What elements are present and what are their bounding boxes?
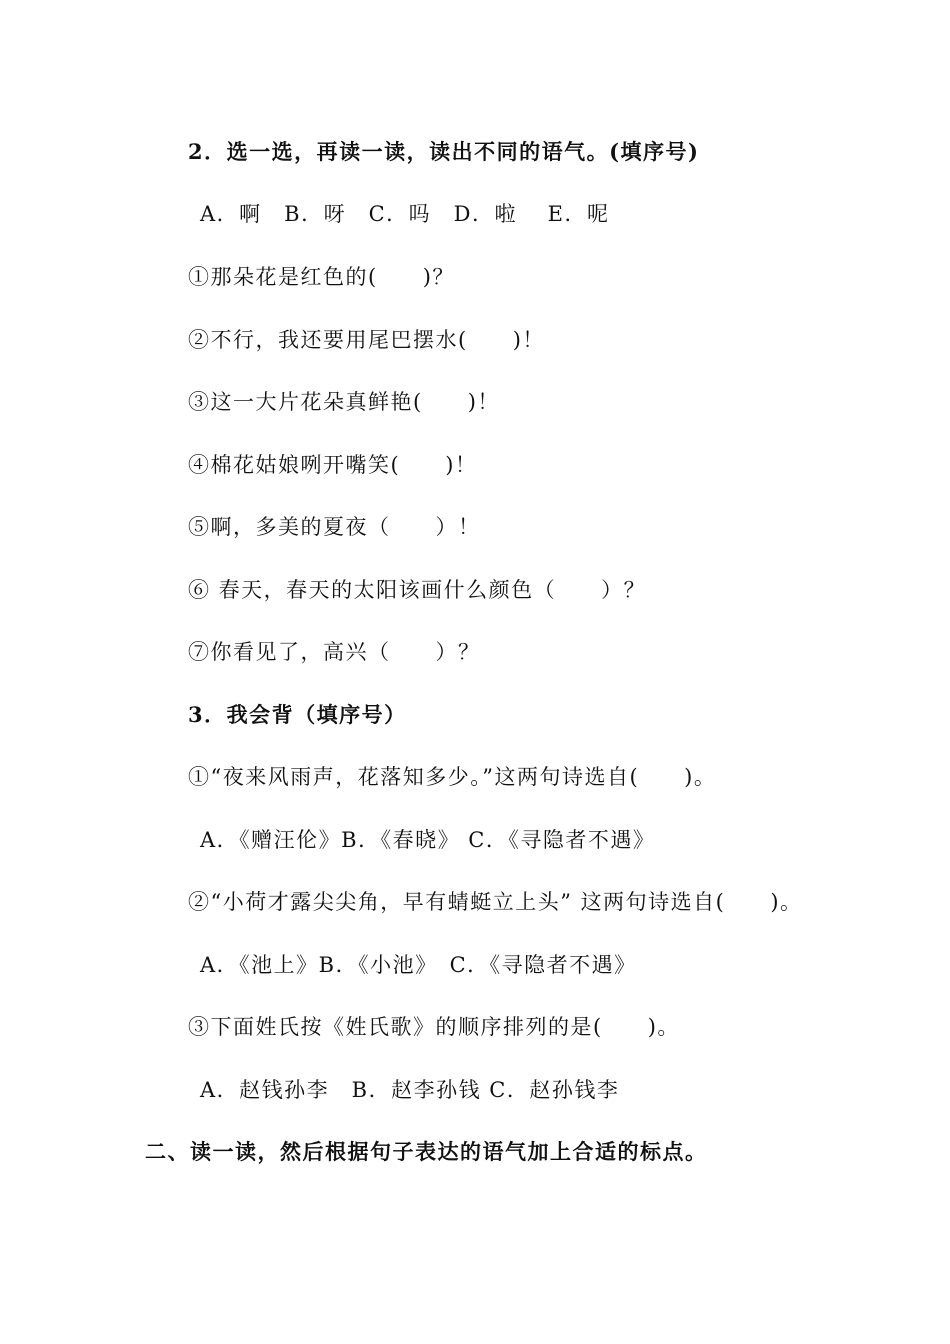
- question-2-item-2: ②不行，我还要用尾巴摆水( )！: [188, 328, 545, 352]
- question-3-item-2-options: A．《池上》B．《小池》 C．《寻隐者不遇》: [200, 953, 637, 977]
- question-3-item-1-options: A．《赠汪伦》B．《春晓》 C．《寻隐者不遇》: [200, 828, 656, 852]
- question-3-item-3: ③下面姓氏按《姓氏歌》的顺序排列的是( )。: [188, 1015, 680, 1039]
- question-3-item-1: ①“夜来风雨声，花落知多少。”这两句诗选自( )。: [188, 765, 717, 789]
- question-2-item-5: ⑤啊，多美的夏夜（ ）！: [188, 515, 481, 539]
- question-3-item-3-options: A．赵钱孙李 B．赵李孙钱 C．赵孙钱李: [200, 1078, 620, 1102]
- section-2-heading: 二、读一读，然后根据句子表达的语气加上合适的标点。: [145, 1139, 708, 1164]
- question-2-options: A．啊 B．呀 C．吗 D．啦 E．呢: [200, 202, 610, 226]
- question-2-heading: 2．选一选，再读一读，读出不同的语气。(填序号): [188, 139, 700, 164]
- question-2-item-6: ⑥ 春天，春天的太阳该画什么颜色（ ）？: [188, 578, 647, 602]
- question-2-item-3: ③这一大片花朵真鲜艳( )！: [188, 390, 500, 414]
- question-2-item-4: ④棉花姑娘咧开嘴笑( )！: [188, 453, 478, 477]
- question-3-item-2: ②“小荷才露尖尖角，早有蜻蜓立上头” 这两句诗选自( )。: [188, 890, 803, 914]
- question-2-item-7: ⑦你看见了，高兴（ ）？: [188, 640, 481, 664]
- question-3-heading: 3．我会背（填序号）: [188, 702, 407, 727]
- question-2-item-1: ①那朵花是红色的( )？: [188, 265, 455, 289]
